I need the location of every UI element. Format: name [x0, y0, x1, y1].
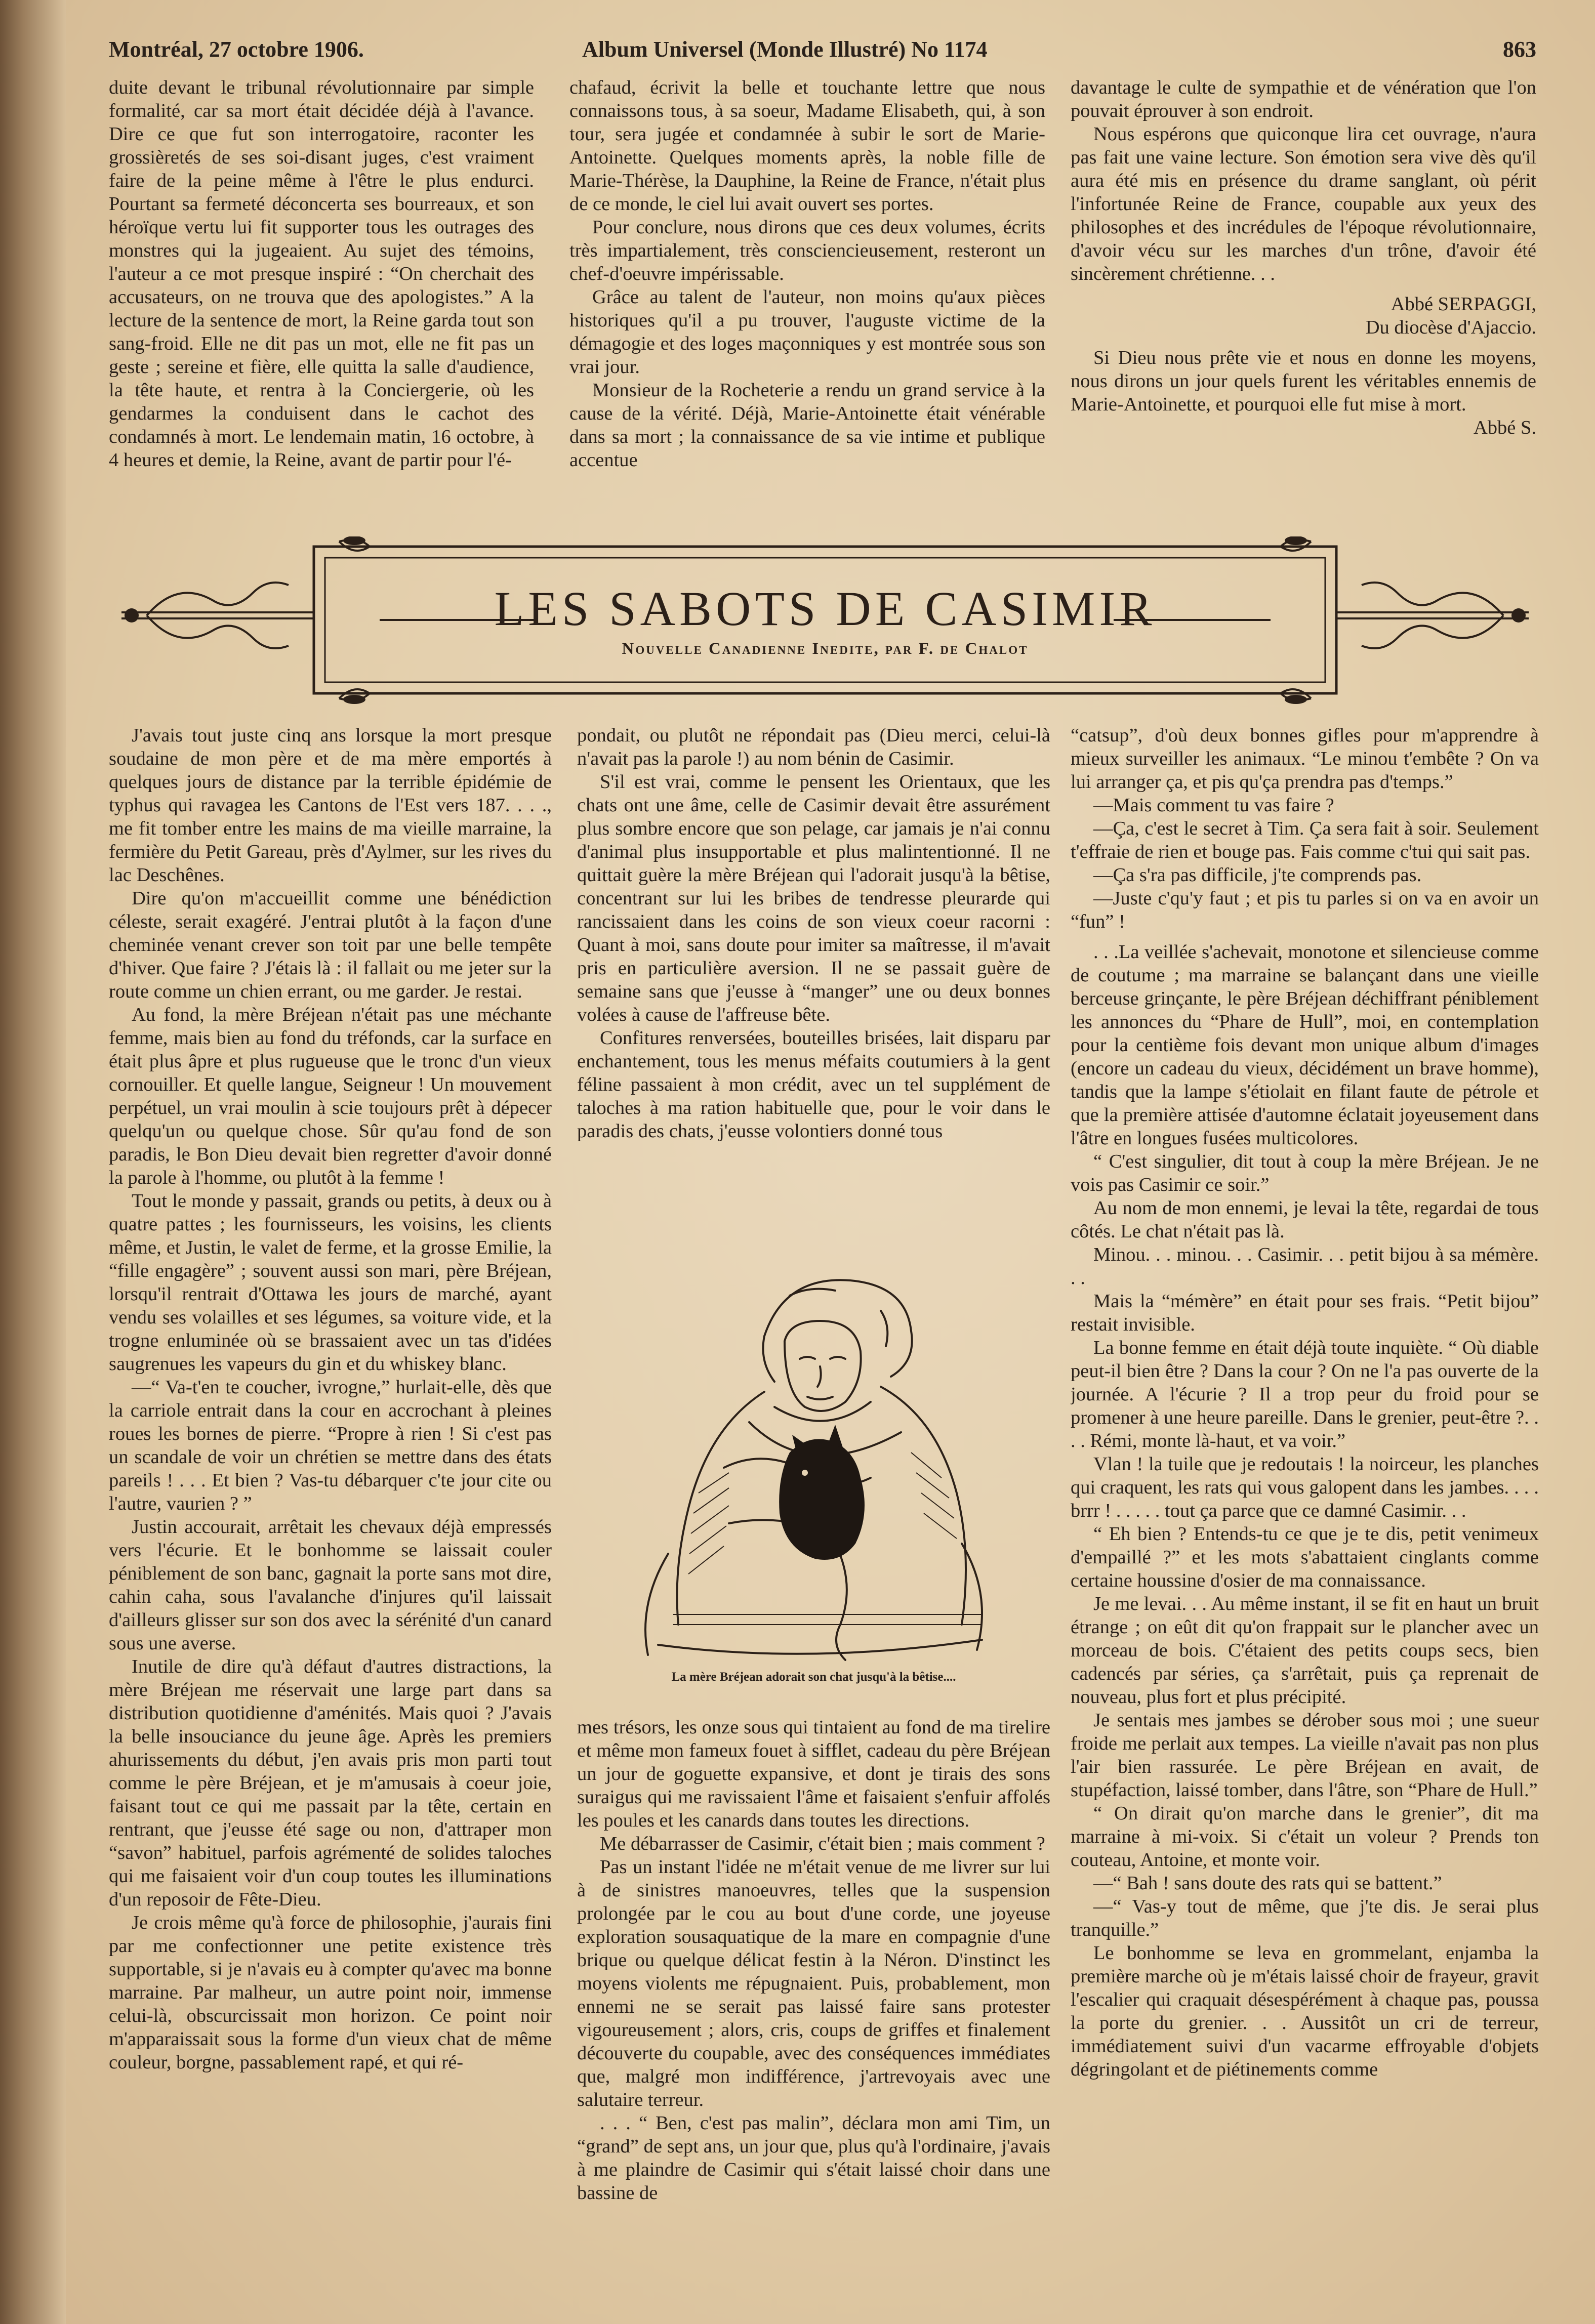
- paragraph: —“ Vas-y tout de même, que j'te dis. Je serai plus tranquille.”: [1071, 1896, 1539, 1940]
- paragraph: Au fond, la mère Bréjean n'était pas une méchante femme, mais bien au fond du tréfonds, car la surface en était plus âpre et plus rugueuse que le tronc d'un vieux cornouiller. Et quelle langue, Seigneur ! Un mouvement perpétuel, un vrai moulin à scie toujours prêt à dépecer quelqu'un ou quelque chose. Sûr qu'au fond de son paradis, le Bon Dieu devait bien regretter d'avoir donné la parole à l'homme, ou plutôt à la femme !: [109, 1004, 552, 1188]
- paragraph: Justin accourait, arrêtait les chevaux déjà empressés vers l'écurie. Et le bonhomme se laissait couler péniblement de son banc, gagnait la porte sans mot dire, cahin caha, sous l'avalanche d'injures qu'il laissait d'ailleurs glisser sur son dos avec la sérénité d'un canard sous une averse.: [109, 1516, 552, 1654]
- illustration-woman-with-cat: [597, 1240, 1033, 1690]
- paragraph: J'avais tout juste cinq ans lorsque la mort presque soudaine de mon père et de ma mère emportés à quelques jours de distance par la terrible épidémie de typhus qui ravagea les Cantons de l'Est vers 187. . . ., me fit tomber entre les mains de ma vieille marraine, la fermière du Petit Gareau, près d'Aylmer, sur les rives du lac Deschênes.: [109, 725, 552, 886]
- prev-article-column-1: [109, 76, 534, 516]
- paragraph: Pas un instant l'idée ne m'était venue de me livrer sur lui à de sinistres manoeuvres, telles que la suspension prolongée par le cou au bout d'une corde, une joyeuse exploration sousaquatique de la mare en compagnie d'une brique ou quelque délicat festin à la Néron. D'instinct les moyens violents me répugnaient. Puis, probablement, mon ennemi ne se serait pas laissé faire sans protester vigoureusement ; alors, cris, coups de griffes et finalement découverte du coupable, avec des conséquences immédiates que, malgré mon indifférence, j'artrevoyais avec une salutaire terreur.: [577, 1856, 1050, 2110]
- running-header: [109, 36, 1536, 72]
- paragraph: Monsieur de la Rocheterie a rendu un grand service à la cause de la vérité. Déjà, Marie-Antoinette était vénérable dans sa mort ; la connaissance de sa vie intime et publique accentue: [569, 380, 1045, 471]
- paragraph: —“ Bah ! sans doute des rats qui se battent.”: [1093, 1873, 1442, 1894]
- paragraph: Dire qu'on m'accueillit comme une bénédiction céleste, serait exagéré. J'entrai plutôt à la façon d'une cheminée venant crever son toit par une belle tempête d'hiver. Que faire ? J'étais là : il fallait ou me jeter sur la route comme un chien errant, ou me garder. Je restai.: [109, 888, 552, 1002]
- paragraph: Confitures renversées, bouteilles brisées, lait disparu par enchantement, tous les menus méfaits coutumiers à la gent féline passaient à mon crédit, avec un tel supplément de taloches à ma ration habituelle que, pour le voir dans le paradis des chats, j'eusse volontiers donné tous: [577, 1027, 1050, 1142]
- paragraph: “ Eh bien ? Entends-tu ce que je te dis, petit venimeux d'empaillé ?” et les mots s'abattaient cinglants comme certaine houssine d'osier de ma connaissance.: [1071, 1523, 1539, 1591]
- signature-diocese: Du diocèse d'Ajaccio.: [1365, 317, 1536, 338]
- story-column-1: [109, 724, 552, 2313]
- paragraph: Inutile de dire qu'à défaut d'autres distractions, la mère Bréjean me réservait une large part dans sa distribution quotidienne d'aménités. Mais quoi ? J'avais la belle insouciance du jeune âge. Après les premiers ahurissements du début, j'en avais pris mon parti tout comme le père Bréjean, et je m'amusais à coeur joie, faisant tout ce qui me passait par la tête, certain en rentrant, que j'eusse été sage ou non, d'attraper mon “savon” habituel, parfois agrémenté de solides taloches qui me faisaient voir d'un coup toutes les illuminations d'un reposoir de Fête-Dieu.: [109, 1656, 552, 1910]
- paragraph: Me débarrasser de Casimir, c'était bien ; mais comment ?: [600, 1833, 1045, 1854]
- note-signature: Abbé S.: [1473, 417, 1536, 438]
- paragraph: —“ Va-t'en te coucher, ivrogne,” hurlait-elle, dès que la carriole entrait dans la cour en accrochant à pleines roues les bornes de pierre. “Propre à rien ! Si c'est pas un scandale de voir un chrétien se mettre dans des états pareils ! . . . Et bien ? Vas-tu débarquer c'te jour cite ou l'autre, vaurien ? ”: [109, 1377, 552, 1514]
- paragraph: Pour conclure, nous dirons que ces deux volumes, écrits très impartialement, très consciencieusement, resteront un chef-d'oeuvre impérissable.: [569, 217, 1045, 284]
- paragraph: Je me levai. . . Au même instant, il se fit en haut un bruit étrange ; on eût dit qu'on frappait sur le plancher avec un morceau de bois. C'étaient des petits coups secs, bien cadencés par séries, ça s'arrêtait, puis ça reprenait de nouveau, plus fort et plus précipité.: [1071, 1593, 1539, 1708]
- paragraph: —Ça, c'est le secret à Tim. Ça sera fait à soir. Seulement t'effraie de rien et bouge pas. Fais comme c'tui qui sait pas.: [1071, 818, 1539, 862]
- story-column-2: [577, 724, 1050, 1230]
- woman-cat-drawing-icon: [597, 1240, 1033, 1665]
- paragraph: —Mais comment tu vas faire ?: [1093, 795, 1334, 816]
- paragraph: “ On dirait qu'on marche dans le grenier”, dit ma marraine à mi-voix. Si c'était un voleur ? Prends ton couteau, Antoine, et monte voir.: [1071, 1803, 1539, 1871]
- story-column-2-continued: [577, 1716, 1050, 2313]
- paragraph: Le bonhomme se leva en grommelant, enjamba la première marche où je m'étais laissé choir de frayeur, gravit l'escalier qui craquait désespérément à chaque pas, poussa la porte du grenier. . . Aussitôt un cri de terreur, immédiatement suivi d'un vacarme effroyable d'objets dégringolant et de piétinements comme: [1071, 1942, 1539, 2080]
- paragraph: Grâce au talent de l'auteur, non moins qu'aux pièces historiques qu'il a pu trouver, l'auguste victime de la démagogie et des loges maçonniques y est montrée sous son vrai jour.: [569, 286, 1045, 378]
- paragraph: chafaud, écrivit la belle et touchante lettre que nous connaissons tous, à sa soeur, Madame Elisabeth, qui, à son tour, sera jugée et condamnée à subir le sort de Marie-Antoinette. Quelques moments après, la noble fille de Marie-Thérèse, la Dauphine, la Reine de France, n'était plus de ce monde, le ciel lui avait ouvert ses portes.: [569, 77, 1045, 215]
- binding-gutter: [0, 0, 66, 2324]
- paragraph: S'il est vrai, comme le pensent les Orientaux, que les chats ont une âme, celle de Casimir devait être assurément plus sombre encore que son pelage, car jamais je n'ai connu d'animal plus insupportable et plus malintentionné. Il ne quittait guère la mère Bréjean qui l'adorait jusqu'à la bêtise, concentrant sur lui les bribes de tendresse pleurarde qui rancissaient dans les coins de son vieux coeur racorni : Quant à moi, sans doute pour imiter sa maîtresse, il m'avait pris en particulière aversion. Il ne se passait guère de semaine sans que j'eusse à “manger” une ou deux bonnes volées à cause de l'affreuse bête.: [577, 771, 1050, 1025]
- paragraph: Nous espérons que quiconque lira cet ouvrage, n'aura pas fait une vaine lecture. Son émotion sera vive dès qu'il aura été mis en présence du drame sanglant, où périt l'infortunée Reine de France, coupable aux yeux des philosophes et des incrédules de l'époque révolutionnaire, d'avoir vécu sur les marches d'un trône, d'avoir été sincèrement chrétienne. . .: [1071, 123, 1536, 284]
- page-number: 863: [1503, 37, 1536, 62]
- paragraph: Tout le monde y passait, grands ou petits, à deux ou à quatre pattes ; les fournisseurs, les voisins, les clients même, et Justin, le valet de ferme, et la grosse Emilie, la “fille engagère” ; souvent aussi son mari, père Bréjean, lorsqu'il rentrait d'Ottawa les jours de marché, ayant vendu ses volailles et ses légumes, sa voiture vide, et la trogne enluminée où se brassaient avec un tas d'idées saugrenues les vapeurs du gin et du whiskey blanc.: [109, 1190, 552, 1375]
- paragraph: Si Dieu nous prête vie et nous en donne les moyens, nous dirons un jour quels furent les véritables ennemis de Marie-Antoinette, et pourquoi elle fut mise à mort.: [1071, 347, 1536, 415]
- paragraph: —Ça s'ra pas difficile, j'te comprends pas.: [1093, 864, 1422, 886]
- paragraph: Je sentais mes jambes se dérober sous moi ; une sueur froide me perlait aux tempes. La vieille n'avait pas non plus l'air bien rassurée. Le père Bréjean en avait, de stupéfaction, laissé tomber, dans l'âtre, son “Phare de Hull.”: [1071, 1710, 1539, 1801]
- paragraph: davantage le culte de sympathie et de vénération que l'on pouvait éprouver à son endroit.: [1071, 77, 1536, 121]
- title-box: [329, 576, 1321, 677]
- paragraph: “catsup”, d'où deux bonnes gifles pour m'apprendre à mieux surveiller les animaux. “Le minou t'embête ? On va lui arranger ça, et pis qu'ça prendra pas d'temps.”: [1071, 725, 1539, 793]
- paragraph: duite devant le tribunal révolutionnaire par simple formalité, car sa mort était décidée déjà à l'avance. Dire ce que fut son interrogatoire, raconter les grossièretés de ses soi-disant juges, c'est vraiment faire de la peine même à l'être le plus endurci. Pourtant sa fermeté déconcerta ses bourreaux, et son héroïque vertu lui fit supporter tous les outrages des monstres qui la jugeaient. Au sujet des témoins, l'auteur a ce mot presque inspiré : “On cherchait des accusateurs, on ne trouva que des apologistes.” A la lecture de la sentence de mort, la Reine garda tout son sang-froid. Elle ne dit pas un mot, elle ne fit pas un geste ; sereine et fière, elle quitta la salle d'audience, la tête haute, et rentra à la Conciergerie, où les gendarmes la conduisent dans le cachot des condamnés à mort. Le lendemain matin, 16 octobre, à 4 heures et demie, la Reine, avant de partir pour l'é-: [109, 77, 534, 471]
- cat-shape: [779, 1425, 865, 1560]
- story-title: LES SABOTS DE CASIMIR: [494, 582, 1156, 636]
- paragraph: —Juste c'qu'y faut ; et pis tu parles si on va en avoir un “fun” !: [1071, 888, 1539, 932]
- paragraph: . . . “ Ben, c'est pas malin”, déclara mon ami Tim, un “grand” de sept ans, un jour que, plus qu'à l'ordinaire, j'avais à me plaindre de Casimir qui s'était laissé choir dans une bassine de: [577, 2112, 1050, 2204]
- prev-article-column-2: [569, 76, 1045, 516]
- paragraph: “ C'est singulier, dit tout à coup la mère Bréjean. Je ne vois pas Casimir ce soir.”: [1071, 1151, 1539, 1195]
- paragraph: Mais la “mémère” en était pour ses frais. “Petit bijou” restait invisible.: [1071, 1291, 1539, 1335]
- paragraph: . . .La veillée s'achevait, monotone et silencieuse comme de coutume ; ma marraine se balançant dans une vieille berceuse grinçante, le père Bréjean déchiffrant péniblement les annonces du “Phare de Hull”, moi, en contemplation pour la centième fois devant mon unique album d'images (encore un cadeau du vieux, décidément un brave homme), tandis que la lampe s'étiolait en filant faute de pétrole et que la première attisée d'automne éclatait joyeusement dans l'âtre en longues fusées multicolores.: [1071, 941, 1539, 1149]
- paragraph: pondait, ou plutôt ne répondait pas (Dieu merci, celui-là n'avait pas la parole !) au nom bénin de Casimir.: [577, 725, 1050, 769]
- paragraph: Minou. . . minou. . . Casimir. . . petit bijou à sa mémère. . .: [1071, 1244, 1539, 1289]
- story-title-banner: [116, 536, 1534, 709]
- paragraph: La bonne femme en était déjà toute inquiète. “ Où diable peut-il bien être ? Dans la cour ? On ne l'a pas ouverte de la journée. A l'écurie ? Il a trop peur du froid pour se promener à une heure pareille. Dans le grenier, peut-être ?. . . . Rémi, monte là-haut, et va voir.”: [1071, 1337, 1539, 1451]
- header-publication: Album Universel (Monde Illustré) No 1174: [582, 37, 988, 62]
- paragraph: Au nom de mon ennemi, je levai la tête, regardai de tous côtés. Le chat n'était pas là.: [1071, 1197, 1539, 1242]
- signature: Abbé SERPAGGI,: [1390, 294, 1536, 315]
- paragraph: Vlan ! la tuile que je redoutais ! la noirceur, les planches qui craquent, les rats qui vous galopent dans les jambes. . . . brrr ! . . . . . tout ça parce que ce damné Casimir. . .: [1071, 1454, 1539, 1521]
- prev-article-column-3: [1071, 76, 1536, 516]
- header-date: Montréal, 27 octobre 1906.: [109, 37, 364, 62]
- paragraph: mes trésors, les onze sous qui tintaient au fond de ma tirelire et même mon fameux fouet à sifflet, cadeau du père Bréjean un jour de goguette expansive, et dont je tirais des sons suraigus qui me ravissaient l'âme et faisaient s'enfuir affolés les poules et les canards dans toutes les directions.: [577, 1717, 1050, 1831]
- paragraph: Je crois même qu'à force de philosophie, j'aurais fini par me confectionner une petite existence très supportable, si je n'avais eu à compter qu'avec ma bonne marraine. Par malheur, un autre point noir, immense celui-là, obscurcissait mon horizon. Ce point noir m'apparaissait sous la forme d'un vieux chat de même couleur, borgne, passablement rapé, et qui ré-: [109, 1912, 552, 2073]
- illustration-caption: La mère Bréjean adorait son chat jusqu'à la bêtise....: [671, 1670, 956, 1684]
- story-subtitle: Nouvelle Canadienne Inedite, par F. de Chalot: [622, 640, 1029, 658]
- story-column-3: [1071, 724, 1539, 2313]
